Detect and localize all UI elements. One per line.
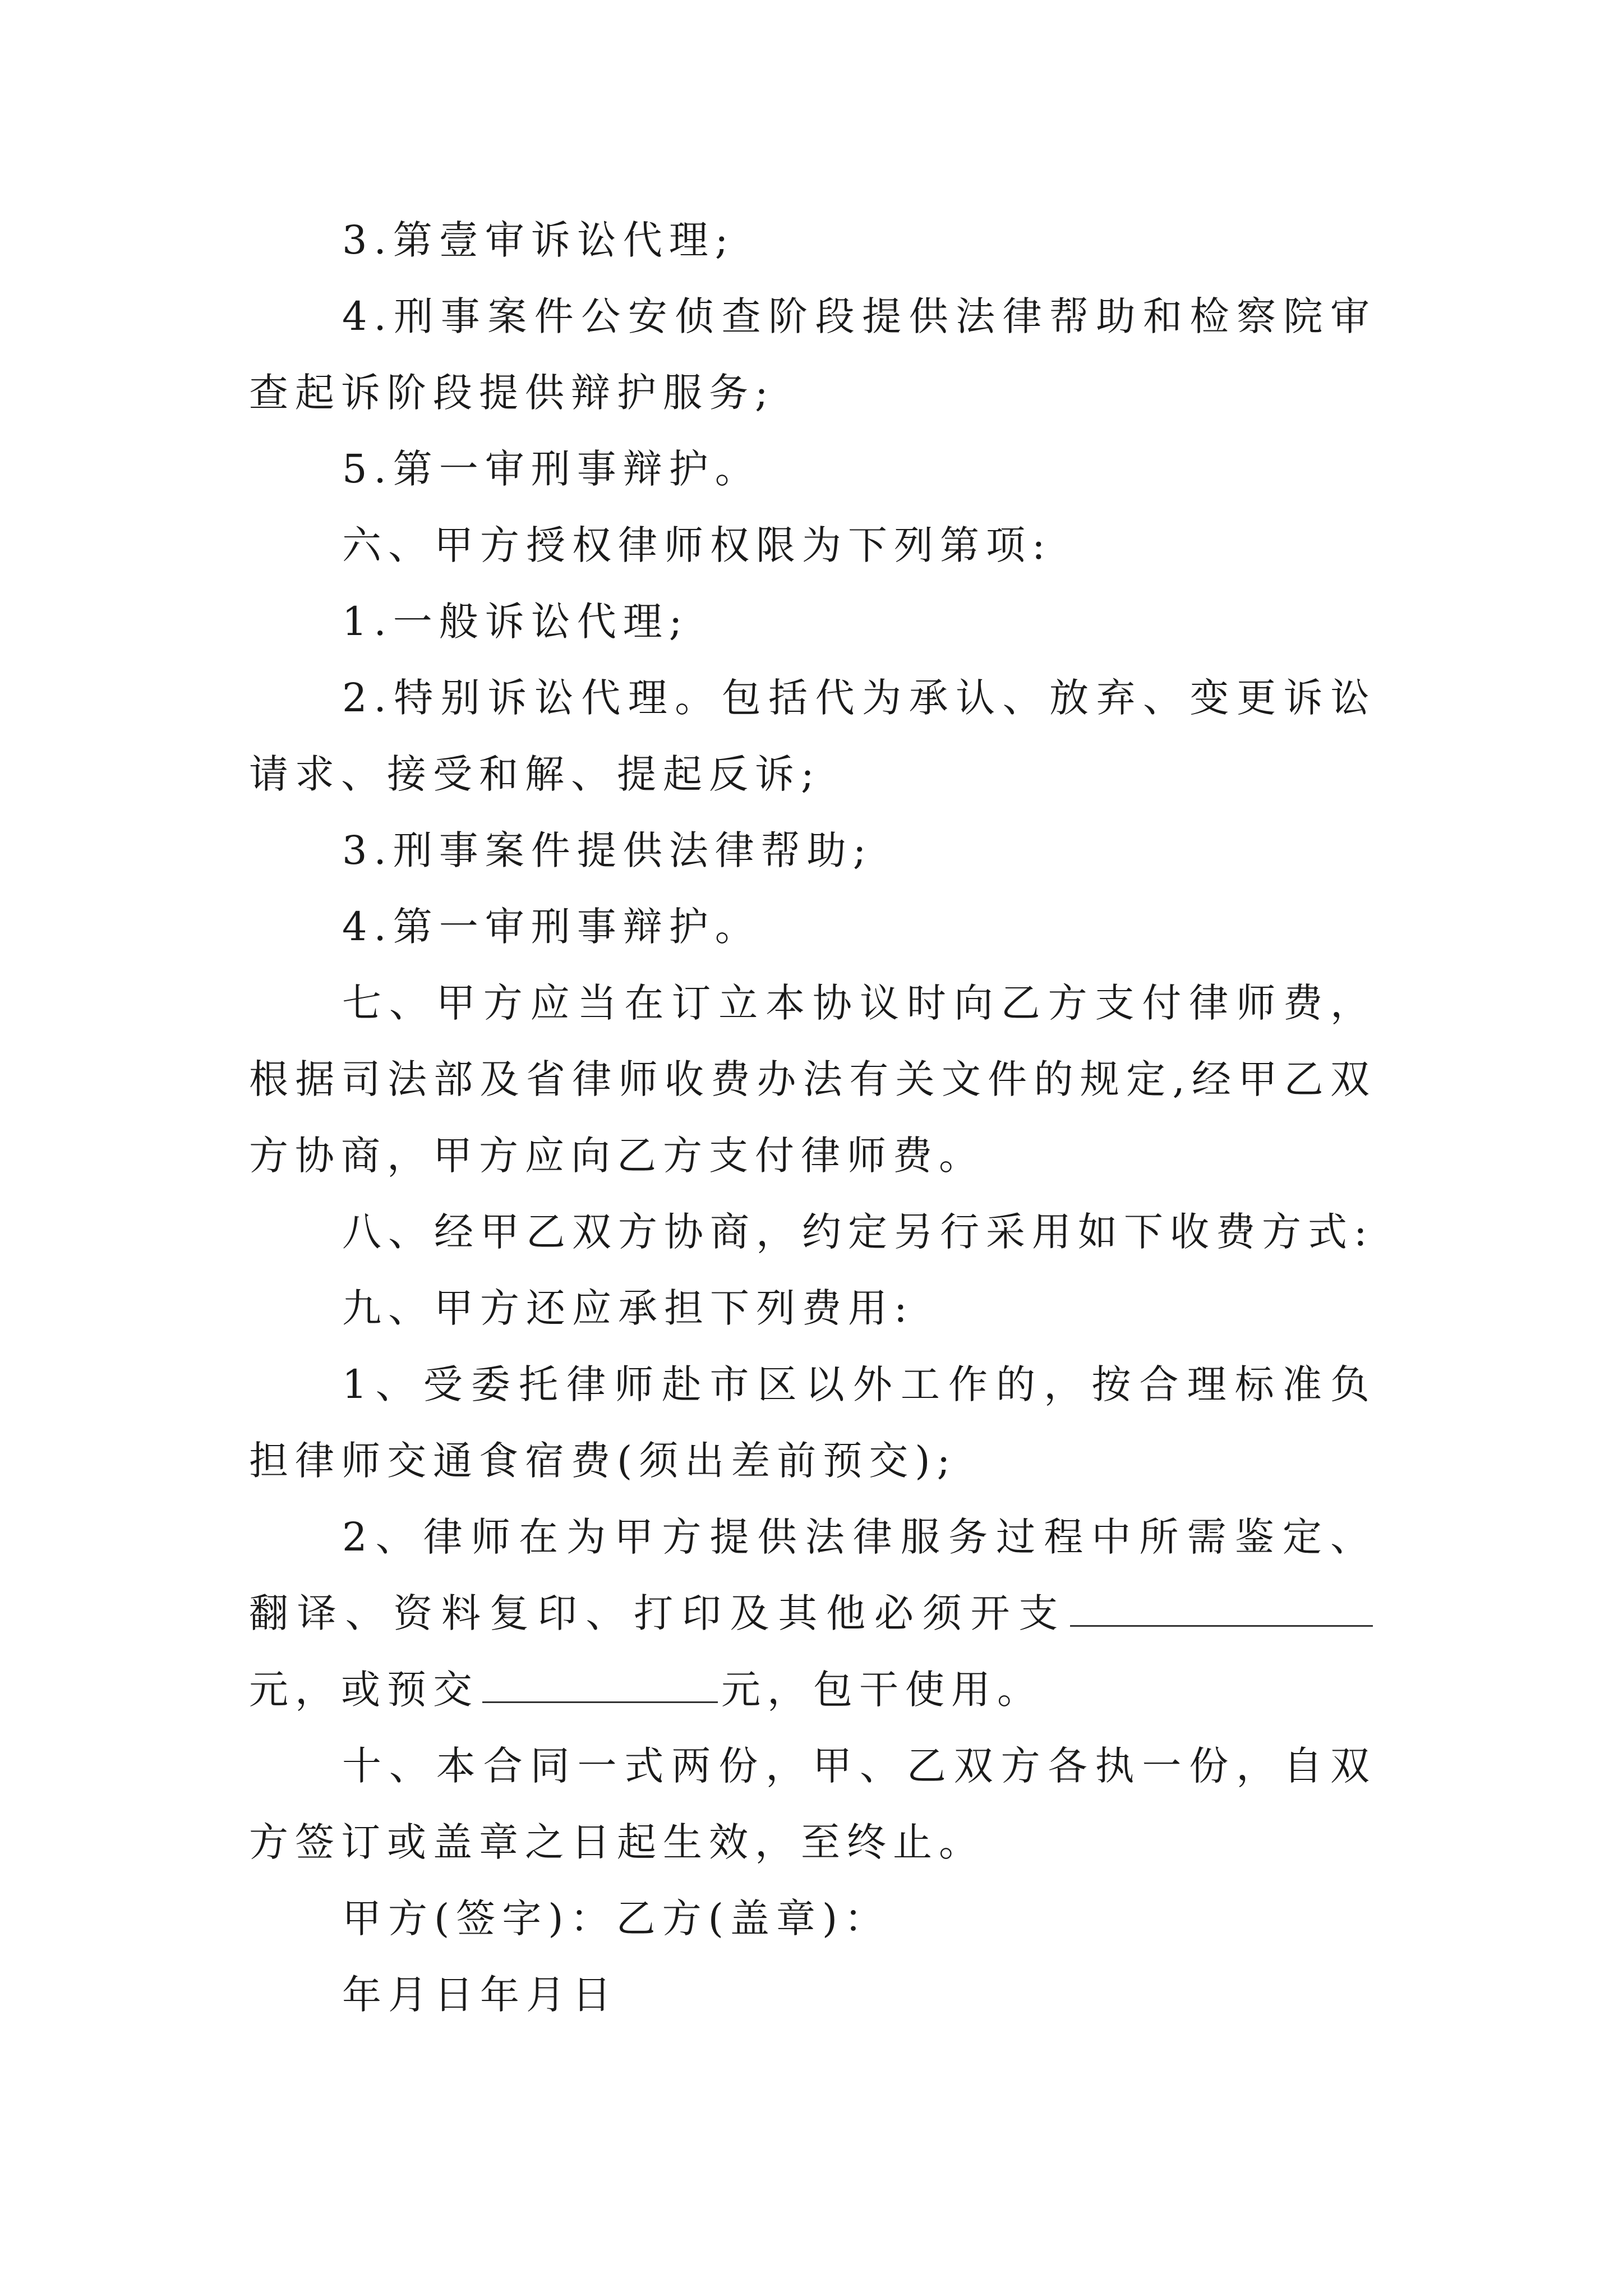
- paragraph-expense-2: [249, 1499, 1376, 1728]
- paragraph-item-4: 4.刑事案件公安侦查阶段提供法律帮助和检察院审查起诉阶段提供辩护服务;: [249, 293, 1376, 416]
- paragraph-item-5: 5.第一审刑事辩护。: [342, 446, 761, 492]
- prepay-blank-line: [482, 1662, 718, 1703]
- paragraph-section-6: 六、甲方授权律师权限为下列第项:: [342, 522, 1052, 568]
- paragraph-section-7: 七、甲方应当在订立本协议时向乙方支付律师费，根据司法部及省律师收费办法有关文件的规定,经甲乙双方协商，甲方应向乙方支付律师费。: [249, 980, 1376, 1179]
- paragraph-authority-3: 3.刑事案件提供法律帮助;: [342, 827, 873, 873]
- expense-2-text-a: 2、律师在为甲方提供法律服务过程中所需鉴定、翻译、资料复印、打印及其他必须开支: [249, 1514, 1376, 1636]
- expense-2-text-c: 元，包干使用。: [721, 1667, 1043, 1713]
- signature-line: 甲方(签字)：乙方(盖章)：: [342, 1895, 891, 1941]
- paragraph-expense-1: 1、受委托律师赴市区以外工作的，按合理标准负担律师交通食宿费(须出差前预交);: [249, 1361, 1376, 1484]
- paragraph-section-9: 九、甲方还应承担下列费用:: [342, 1285, 914, 1331]
- paragraph-authority-2: 2.特别诉讼代理。包括代为承认、放弃、变更诉讼请求、接受和解、提起反诉;: [249, 675, 1376, 797]
- paragraph-authority-4: 4.第一审刑事辩护。: [342, 904, 761, 950]
- expense-2-text-b: 元，或预交: [249, 1667, 479, 1713]
- paragraph-item-3: 3.第壹审诉讼代理;: [342, 217, 735, 263]
- paragraph-section-8: 八、经甲乙双方协商，约定另行采用如下收费方式:: [342, 1209, 1374, 1255]
- document-body: [249, 202, 1376, 2033]
- date-line: 年月日年月日: [342, 1972, 618, 2018]
- paragraph-authority-1: 1.一般诉讼代理;: [342, 599, 689, 645]
- amount-blank-line: [1070, 1586, 1373, 1627]
- paragraph-section-10: 十、本合同一式两份，甲、乙双方各执一份，自双方签订或盖章之日起生效，至终止。: [249, 1743, 1376, 1865]
